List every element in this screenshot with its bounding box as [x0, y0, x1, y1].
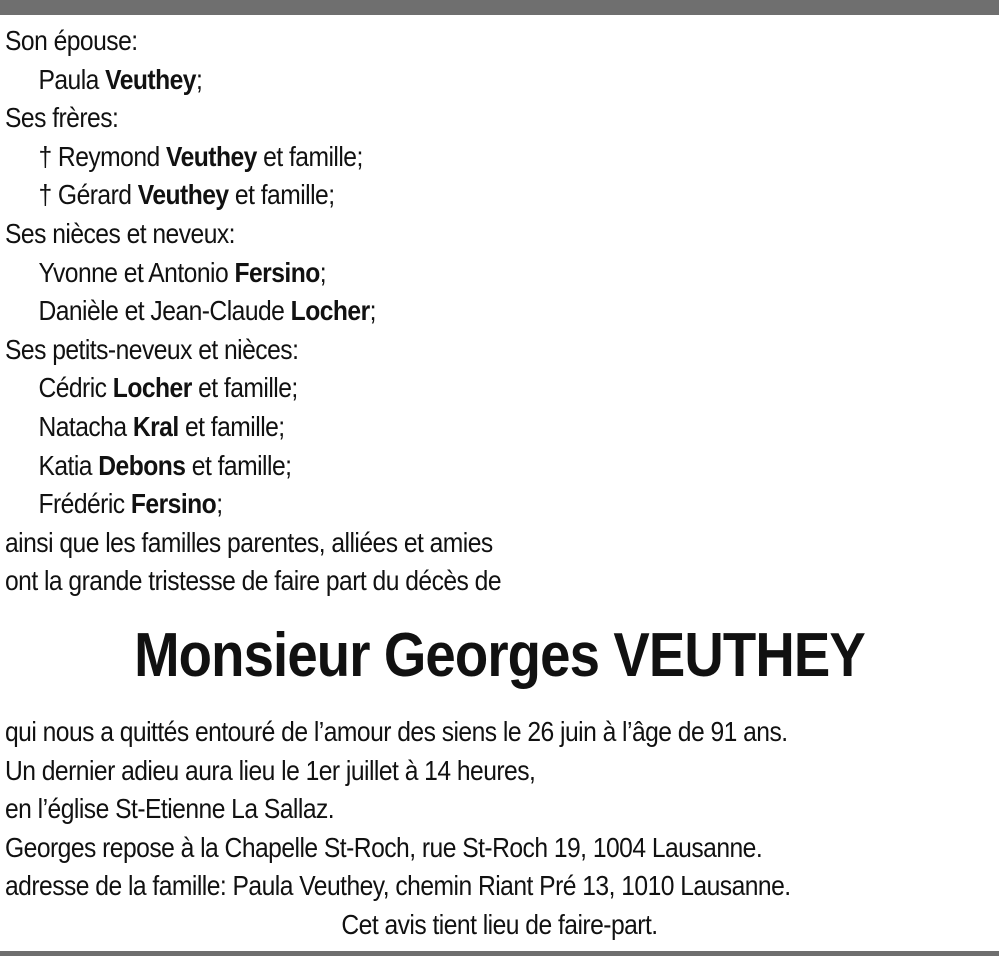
- grand-niece-entry: [5, 485, 876, 524]
- top-border-rule: [0, 0, 999, 15]
- spouse-entry: [5, 61, 876, 100]
- brother-given-name: † Gérard: [38, 179, 132, 211]
- detail-line: adresse de la famille: Paula Veuthey, chemin Riant Pré 13, 1010 Lausanne.: [5, 870, 791, 902]
- grand-niece-entry: [5, 408, 876, 447]
- spouse-heading: Son épouse:: [5, 25, 138, 56]
- death-notice: [5, 22, 995, 944]
- spouse-family-name: Veuthey: [105, 63, 196, 95]
- niece-entry: [5, 292, 876, 331]
- grand-niece-suffix: et famille;: [191, 372, 298, 404]
- grand-niece-suffix: et famille;: [185, 449, 292, 481]
- brothers-heading: Ses frères:: [5, 102, 119, 134]
- brother-family-name: Veuthey: [166, 140, 257, 172]
- niece-family-name: Fersino: [234, 256, 320, 288]
- grand-niece-family-name: Kral: [132, 410, 179, 442]
- detail-line: qui nous a quittés entouré de l’amour des siens le 26 juin à l’âge de 91 ans.: [5, 715, 788, 747]
- brother-family-name: Veuthey: [137, 179, 229, 211]
- spouse-suffix: ;: [195, 63, 203, 95]
- niece-suffix: ;: [319, 256, 327, 288]
- niece-given-names: Danièle et Jean-Claude: [38, 295, 285, 327]
- brother-suffix: et famille;: [256, 140, 363, 172]
- nieces-heading: Ses nièces et neveux:: [5, 217, 235, 249]
- grand-niece-given-name: Natacha: [38, 410, 127, 442]
- detail-line: Un dernier adieu aura lieu le 1er juillet à 14 heures,: [5, 754, 536, 786]
- detail-line: en l’église St-Etienne La Sallaz.: [5, 793, 335, 825]
- detail-line: Georges repose à la Chapelle St-Roch, rue St-Roch 19, 1004 Lausanne.: [5, 831, 763, 863]
- grand-niece-given-name: Frédéric: [38, 488, 125, 520]
- grand-niece-entry: [5, 369, 876, 408]
- grand-nieces-heading: Ses petits-neveux et nièces:: [5, 333, 299, 365]
- grand-niece-given-name: Katia: [38, 449, 92, 481]
- grand-niece-entry: [5, 447, 876, 486]
- grand-niece-given-name: Cédric: [38, 372, 107, 404]
- families-line: ainsi que les familles parentes, alliées et amies: [5, 526, 493, 558]
- brother-entry: [5, 176, 876, 215]
- closing-line: Cet avis tient lieu de faire-part.: [341, 908, 658, 940]
- bottom-border-rule: [0, 951, 999, 956]
- grand-niece-family-name: Locher: [112, 372, 192, 404]
- grand-niece-suffix: ;: [216, 488, 223, 520]
- niece-given-names: Yvonne et Antonio: [38, 256, 229, 288]
- brother-entry: [5, 138, 876, 177]
- niece-family-name: Locher: [290, 295, 370, 327]
- brother-suffix: et famille;: [228, 179, 335, 211]
- announcement-line: ont la grande tristesse de faire part du décès de: [5, 565, 502, 597]
- spouse-given-name: Paula: [38, 63, 99, 95]
- deceased-name: Monsieur Georges VEUTHEY: [134, 620, 865, 690]
- grand-niece-family-name: Fersino: [130, 488, 217, 520]
- grand-niece-suffix: et famille;: [178, 410, 285, 442]
- brother-given-name: † Reymond: [38, 140, 160, 172]
- niece-suffix: ;: [369, 295, 376, 327]
- grand-niece-family-name: Debons: [98, 449, 186, 481]
- niece-entry: [5, 254, 876, 293]
